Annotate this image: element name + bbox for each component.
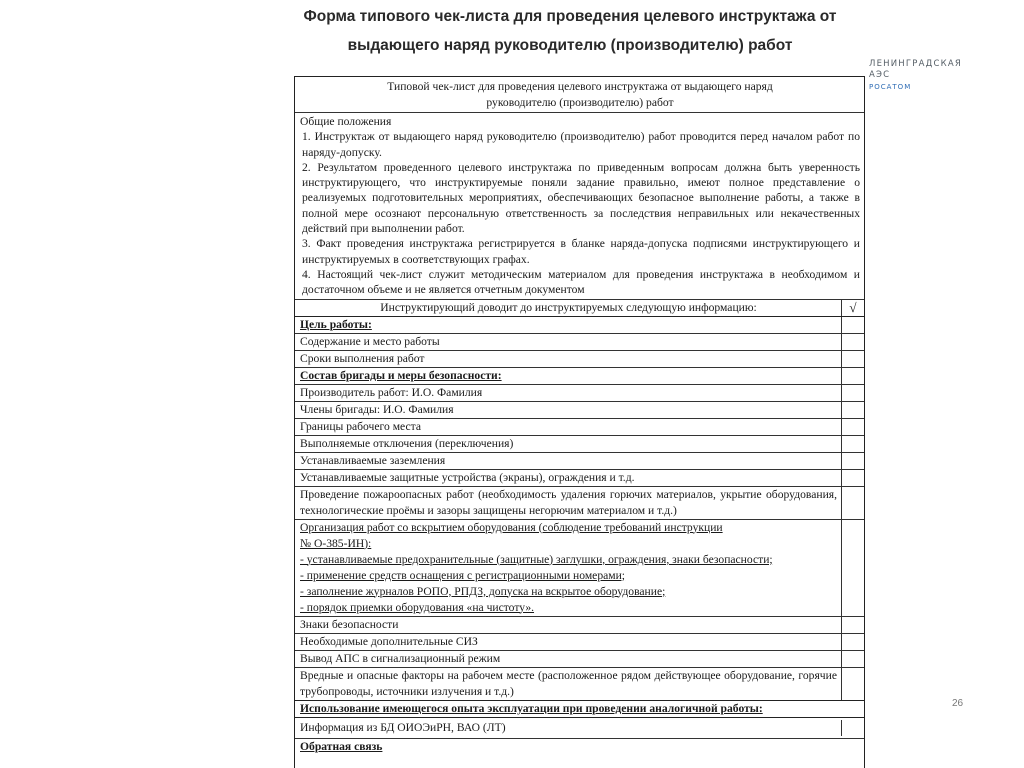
workplace-bounds: Границы рабочего места bbox=[300, 419, 421, 433]
general-provisions bbox=[295, 113, 864, 299]
logo-line1: ЛЕНИНГРАДСКАЯ bbox=[869, 59, 962, 69]
feedback-row bbox=[295, 739, 864, 755]
info-header: Инструктирующий доводит до инструктируемых следующую информацию: bbox=[380, 300, 757, 314]
check-column-header: √ bbox=[841, 300, 864, 316]
checklist-row bbox=[295, 334, 864, 351]
experience-section-title: Использование имеющегося опыта эксплуатации при проведении аналогичной работы: bbox=[300, 701, 763, 715]
experience-section-row bbox=[295, 701, 864, 718]
opening-works bbox=[295, 520, 841, 616]
team-section-row bbox=[295, 368, 864, 385]
grounding: Устанавливаемые заземления bbox=[300, 453, 446, 467]
check-cell[interactable] bbox=[841, 487, 864, 519]
fire-works: Проведение пожароопасных работ (необходимость удаления горючих материалов, укрытие оборудования, технологические проёмы и зазоры защищены негорючим материалом и т.д.) bbox=[300, 487, 837, 517]
doc-header-line1: Типовой чек-лист для проведения целевого инструктажа от выдающего наряд bbox=[387, 80, 773, 93]
general-provisions-row bbox=[295, 113, 864, 300]
checklist-row bbox=[295, 634, 864, 651]
checklist-row bbox=[295, 402, 864, 419]
opening-bullet-3: - заполнение журналов РОПО, РПДЗ, допуска на вскрытое оборудование; bbox=[300, 584, 666, 598]
goal-content: Содержание и место работы bbox=[300, 334, 440, 348]
checklist-row bbox=[295, 718, 864, 739]
logo-line2: АЭС bbox=[869, 70, 891, 80]
checklist-row bbox=[295, 453, 864, 470]
team-section-title: Состав бригады и меры безопасности: bbox=[300, 368, 502, 382]
check-cell[interactable] bbox=[841, 651, 864, 667]
slide-title-line1: Форма типового чек-листа для проведения целевого инструктажа от bbox=[303, 8, 837, 25]
general-paragraph-3: 3. Факт проведения инструктажа регистрируется в бланке наряда-допуска подписями инструктирующего и инструктируемых в соответствующих графах. bbox=[302, 237, 860, 266]
general-paragraph-4: 4. Настоящий чек-лист служит методическим материалом для проведения инструктажа в необходимом и достаточном объеме и не является отчетным документом bbox=[302, 267, 860, 297]
doc-header bbox=[295, 77, 864, 112]
goal-section-row bbox=[295, 317, 864, 334]
check-cell[interactable] bbox=[841, 470, 864, 486]
check-cell[interactable] bbox=[841, 453, 864, 469]
check-cell[interactable] bbox=[841, 402, 864, 418]
opening-bullet-1: - устанавливаемые предохранительные (защитные) заглушки, ограждения, знаки безопасности; bbox=[300, 552, 773, 566]
doc-header-row bbox=[295, 77, 864, 113]
safety-signs: Знаки безопасности bbox=[300, 617, 399, 631]
check-cell[interactable] bbox=[841, 419, 864, 435]
team-manager: Производитель работ: И.О. Фамилия bbox=[300, 385, 483, 399]
check-cell[interactable] bbox=[841, 520, 864, 616]
checklist-document bbox=[294, 76, 865, 768]
slide-title-line2: выдающего наряд руководителю (производителю) работ bbox=[347, 37, 793, 54]
checklist-row bbox=[295, 436, 864, 453]
protective-devices: Устанавливаемые защитные устройства (экраны), ограждения и т.д. bbox=[300, 470, 635, 484]
check-cell[interactable] bbox=[841, 720, 864, 736]
ppe: Необходимые дополнительные СИЗ bbox=[300, 634, 478, 648]
check-cell[interactable] bbox=[841, 317, 864, 333]
hazards: Вредные и опасные факторы на рабочем месте (расположенное рядом действующее оборудование, горячие трубопроводы, источники излучения и т.д.) bbox=[300, 668, 837, 698]
general-paragraph-1: 1. Инструктаж от выдающего наряд руководителю (производителю) работ проводится перед началом работ по наряду-допуску. bbox=[302, 130, 860, 159]
check-cell[interactable] bbox=[841, 668, 864, 700]
check-cell[interactable] bbox=[841, 617, 864, 633]
leningrad-npp-logo bbox=[869, 59, 962, 93]
checklist-row bbox=[295, 419, 864, 436]
checklist-row bbox=[295, 617, 864, 634]
team-members: Члены бригады: И.О. Фамилия bbox=[300, 402, 454, 416]
general-paragraph-2: 2. Результатом проведенного целевого инструктажа по приведенным вопросам должна быть уверенность инструктирующего, что инструктируемые поняли задание правильно, имеют полное представление о реализуемых подготовительных мероприятиях, обеспечивающих безопасное выполнение работы, а также в полной мере осознают персональную ответственность за последствия неправильных или некачественных действий при выполнении работ. bbox=[302, 160, 860, 236]
db-info: Информация из БД ОИОЭиРН, ВАО (ЛТ) bbox=[300, 720, 506, 734]
info-header-row bbox=[295, 300, 864, 317]
check-cell[interactable] bbox=[841, 436, 864, 452]
general-title: Общие положения bbox=[300, 115, 392, 128]
page-number: 26 bbox=[952, 698, 964, 709]
doc-header-line2: руководителю (производителю) работ bbox=[486, 96, 674, 109]
checklist-row bbox=[295, 385, 864, 402]
opening-line2: № О-385-ИН): bbox=[300, 536, 372, 550]
checklist-row bbox=[295, 487, 864, 520]
opening-line1: Организация работ со вскрытием оборудования (соблюдение требований инструкции bbox=[300, 520, 723, 534]
switching: Выполняемые отключения (переключения) bbox=[300, 436, 514, 450]
checklist-row bbox=[295, 470, 864, 487]
goal-dates: Сроки выполнения работ bbox=[300, 351, 425, 365]
goal-section-title: Цель работы: bbox=[300, 317, 372, 331]
checklist-row bbox=[295, 651, 864, 668]
check-cell[interactable] bbox=[841, 334, 864, 350]
logo-rosatom: РОСАТОМ bbox=[869, 83, 912, 91]
checklist-row bbox=[295, 351, 864, 368]
check-cell[interactable] bbox=[841, 634, 864, 650]
check-cell[interactable] bbox=[841, 351, 864, 367]
check-cell[interactable] bbox=[841, 368, 864, 384]
aps-mode: Вывод АПС в сигнализационный режим bbox=[300, 651, 501, 665]
check-cell[interactable] bbox=[841, 385, 864, 401]
feedback-title: Обратная связь bbox=[300, 739, 383, 753]
opening-bullet-2: - применение средств оснащения с регистрационными номерами; bbox=[300, 568, 626, 582]
opening-works-row bbox=[295, 520, 864, 617]
opening-bullet-4: - порядок приемки оборудования «на чистоту». bbox=[300, 600, 535, 614]
checklist-row bbox=[295, 668, 864, 701]
